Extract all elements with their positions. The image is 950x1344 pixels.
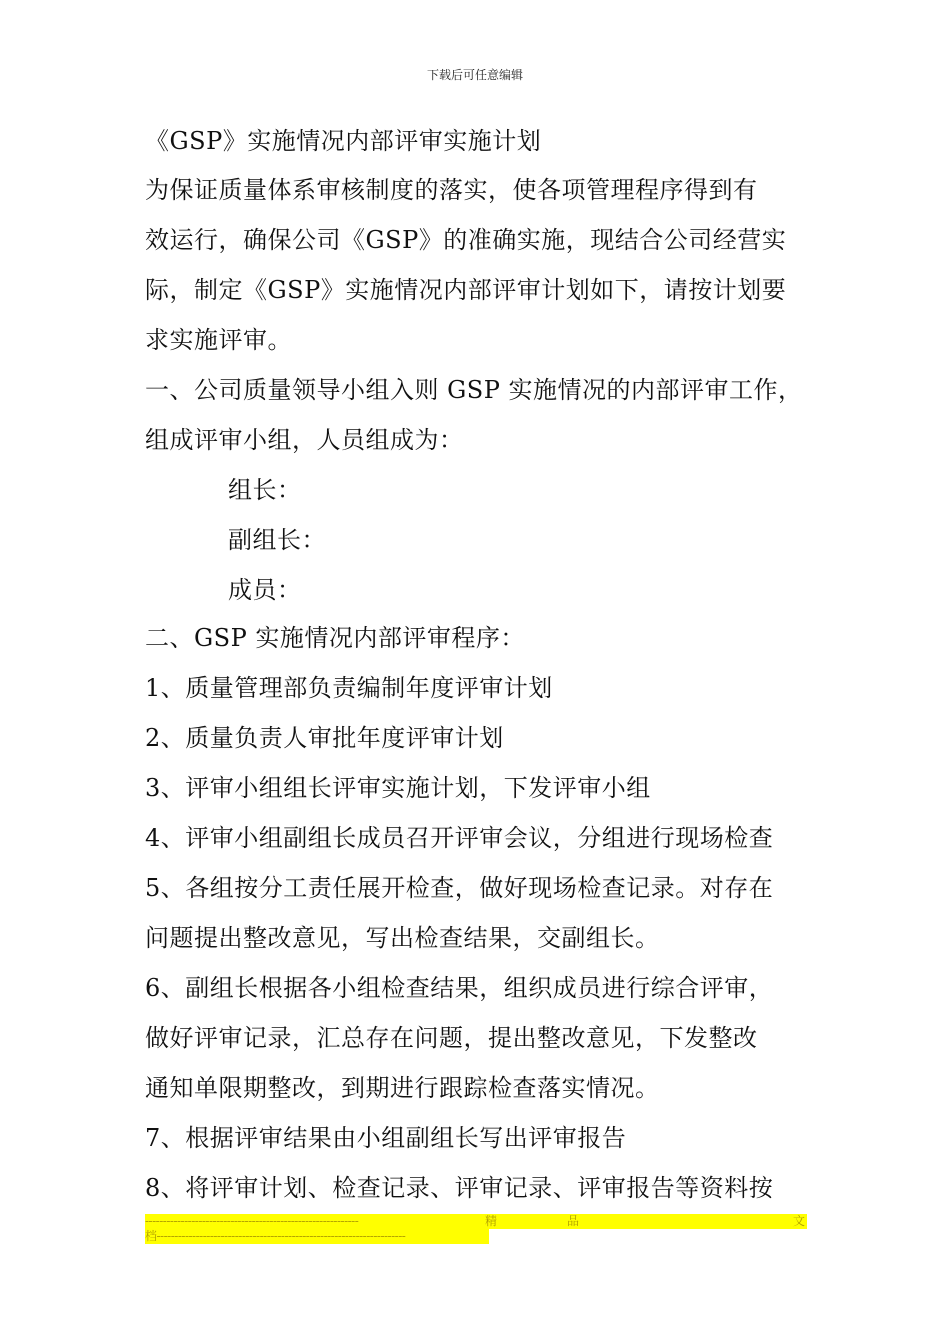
footer-dashes: ------------------------------------------------------------ xyxy=(145,1214,359,1228)
role-deputy-leader: 副组长： xyxy=(228,526,326,554)
step-line: 做好评审记录，汇总存在问题，提出整改意见，下发整改 xyxy=(145,1024,758,1052)
intro-line: 求实施评审。 xyxy=(145,326,292,354)
role-member: 成员： xyxy=(228,576,302,604)
step-line: 通知单限期整改，到期进行跟踪检查落实情况。 xyxy=(145,1074,660,1102)
intro-line: 为保证质量体系审核制度的落实，使各项管理程序得到有 xyxy=(145,176,758,204)
step-line: 2、质量负责人审批年度评审计划 xyxy=(145,724,504,752)
section1-line: 一、公司质量领导小组入则 GSP 实施情况的内部评审工作， xyxy=(145,376,803,404)
footer-row-tail: 档---------------------------------------------------------------------- xyxy=(145,1229,489,1244)
header-note: 下载后可任意编辑 xyxy=(426,68,523,82)
document-title: 《GSP》实施情况内部评审实施计划 xyxy=(145,127,542,155)
step-line: 4、评审小组副组长成员召开评审会议，分组进行现场检查 xyxy=(145,824,774,852)
footer-word: 精 xyxy=(485,1214,498,1228)
role-leader: 组长： xyxy=(228,476,302,504)
intro-line: 效运行，确保公司《GSP》的准确实施，现结合公司经营实 xyxy=(145,226,787,254)
intro-line: 际，制定《GSP》实施情况内部评审计划如下，请按计划要 xyxy=(145,276,787,304)
step-line: 3、评审小组组长评审实施计划，下发评审小组 xyxy=(145,774,651,802)
step-line: 5、各组按分工责任展开检查，做好现场检查记录。对存在 xyxy=(145,874,774,902)
footer-watermark xyxy=(145,1214,807,1248)
section2-title: 二、GSP 实施情况内部评审程序： xyxy=(145,624,525,652)
step-line: 7、根据评审结果由小组副组长写出评审报告 xyxy=(145,1124,627,1152)
footer-word: 品 xyxy=(567,1214,580,1228)
step-line: 6、副组长根据各小组检查结果，组织成员进行综合评审， xyxy=(145,974,774,1002)
footer-word: 文 xyxy=(793,1214,806,1228)
step-line: 8、将评审计划、检查记录、评审记录、评审报告等资料按 xyxy=(145,1174,774,1202)
footer-row xyxy=(145,1214,807,1229)
section1-line: 组成评审小组，人员组成为： xyxy=(145,426,464,454)
step-line: 问题提出整改意见，写出检查结果，交副组长。 xyxy=(145,924,660,952)
step-line: 1、质量管理部负责编制年度评审计划 xyxy=(145,674,553,702)
